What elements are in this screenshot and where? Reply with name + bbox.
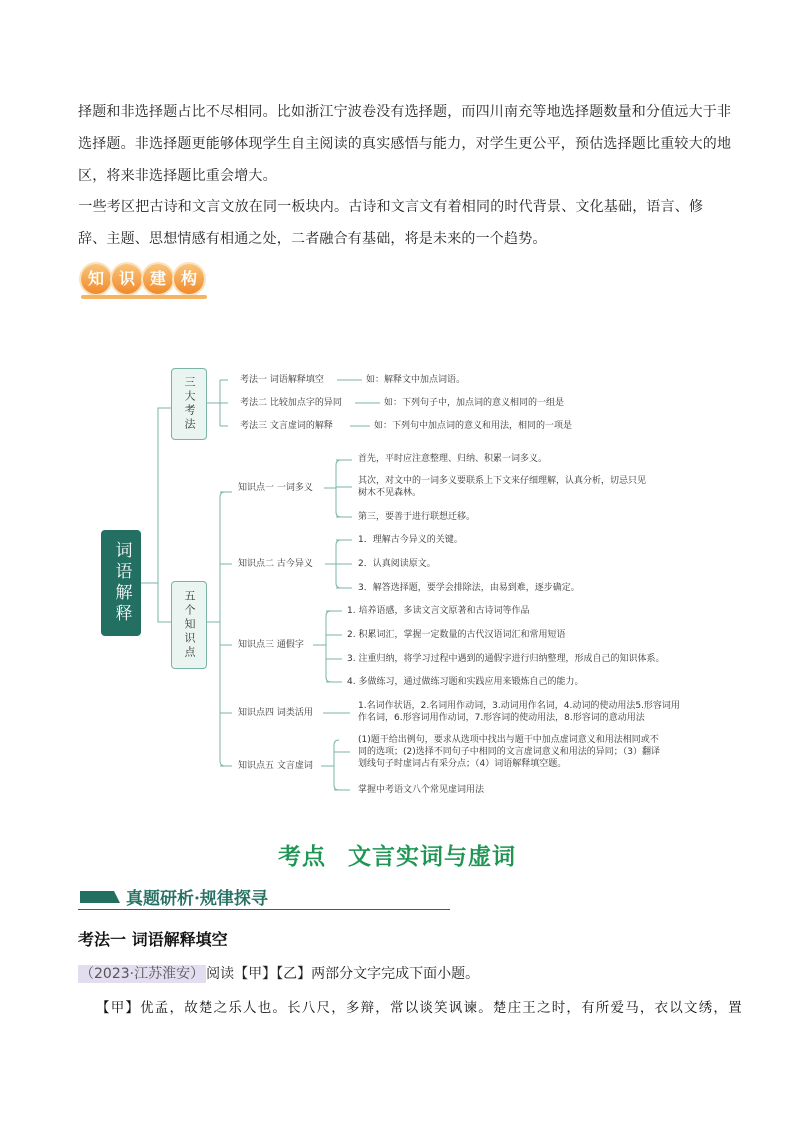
badge-char: 识 xyxy=(112,264,142,294)
branch-three-methods: 三大考法 xyxy=(171,368,207,440)
text-line: 辞、主题、思想情感有相通之处，二者融合有基础，将是未来的一个趋势。 xyxy=(78,231,547,247)
point-item: 首先，平时应注意整理、归纳、积累一词多义。 xyxy=(358,454,548,464)
point-item: 2．认真阅读原文。 xyxy=(358,559,436,569)
method-desc: 如：下列句中加点词的意义和用法，相同的一项是 xyxy=(374,421,573,431)
text-line: 一些考区把古诗和文言文放在同一板块内。古诗和文言文有着相同的时代背景、文化基础，语言、修 xyxy=(50,199,704,215)
source-tag: （2023·江苏淮安） xyxy=(80,966,205,982)
text-line: 择题和非选择题占比不尽相同。比如浙江宁波卷没有选择题，而四川南充等地选择题数量和分值远大于非 xyxy=(78,104,732,120)
section-title-right: 文言实词与虚词 xyxy=(348,844,516,870)
method-desc: 如：解释文中加点词语。 xyxy=(366,375,466,385)
point-item: 4. 多做练习，通过做练习题和实践应用来锻炼自己的能力。 xyxy=(347,677,584,687)
badge-char: 建 xyxy=(143,264,173,294)
point-item: 第三，要善于进行联想迁移。 xyxy=(358,512,476,522)
point-item: 3．解答选择题，要学会排除法，由易到难，逐步确定。 xyxy=(358,583,580,593)
point-label: 知识点五 文言虚词 xyxy=(238,761,313,771)
point-item: 其次，对文中的一词多义要联系上下文来仔细理解，认真分析，切忌只见树木不见森林。 xyxy=(358,476,647,498)
sub-banner xyxy=(78,882,450,910)
point-item: (1)题干给出例句，要求从选项中找出与题干中加点虚词意义和用法相同或不同的选项；(2)选择不同句子中相同的文言虚词意义和用法的异同；（3）翻译划线句子时虚词占有采分点；（4）词语解释填空题。 xyxy=(358,735,660,769)
banner-rule xyxy=(78,909,450,910)
passage-text: 【甲】优孟，故楚之乐人也。长八尺，多辩，常以谈笑讽谏。楚庄王之时，有所爱马，衣以文绣，置 xyxy=(96,1000,743,1016)
banner-marker xyxy=(80,891,120,903)
point-label: 知识点二 古今异义 xyxy=(238,559,313,569)
method-title: 考法一 词语解释填空 xyxy=(78,930,228,949)
badge-char: 知 xyxy=(81,264,111,294)
point-item: 3. 注重归纳，将学习过程中遇到的通假字进行归纳整理，形成自己的知识体系。 xyxy=(347,654,665,664)
point-label: 知识点四 词类活用 xyxy=(238,708,313,718)
point-label: 知识点三 通假字 xyxy=(238,640,304,650)
section-title xyxy=(0,838,794,871)
method-desc: 如：下列句子中，加点词的意义相同的一组是 xyxy=(384,398,565,408)
method-label: 考法一 词语解释填空 xyxy=(240,375,324,385)
point-item: 掌握中考语文八个常见虚词用法 xyxy=(358,785,485,795)
method-label: 考法二 比较加点字的异同 xyxy=(240,398,342,408)
section-title-left: 考点 xyxy=(278,844,326,870)
point-item: 2. 积累词汇，掌握一定数量的古代汉语词汇和常用短语 xyxy=(347,630,566,640)
text-line: 选择题。非选择题更能够体现学生自主阅读的真实感悟与能力，对学生更公平，预估选择题比重较大的地 xyxy=(78,136,732,152)
badge-char: 构 xyxy=(174,264,204,294)
point-item: 1．理解古今异义的关键。 xyxy=(358,535,463,545)
source-line xyxy=(78,963,479,983)
point-item: 1. 培养语感，多读文言文原著和古诗词等作品 xyxy=(347,606,530,616)
source-text: 阅读【甲】【乙】两部分文字完成下面小题。 xyxy=(206,966,480,982)
point-label: 知识点一 一词多义 xyxy=(238,483,313,493)
mind-map-root: 词语解释 xyxy=(101,530,141,636)
branch-five-points: 五个知识点 xyxy=(171,581,207,669)
point-item: 1.名词作状语，2.名词用作动词，3.动词用作名词，4.动词的使动用法5.形容词用作名词，6.形容词用作动词，7.形容词的使动用法，8.形容词的意动用法 xyxy=(358,701,680,723)
text-line: 区，将来非选择题比重会增大。 xyxy=(78,168,277,184)
banner-text: 真题研析·规律探寻 xyxy=(126,889,268,909)
method-label: 考法三 文言虚词的解释 xyxy=(240,421,333,431)
